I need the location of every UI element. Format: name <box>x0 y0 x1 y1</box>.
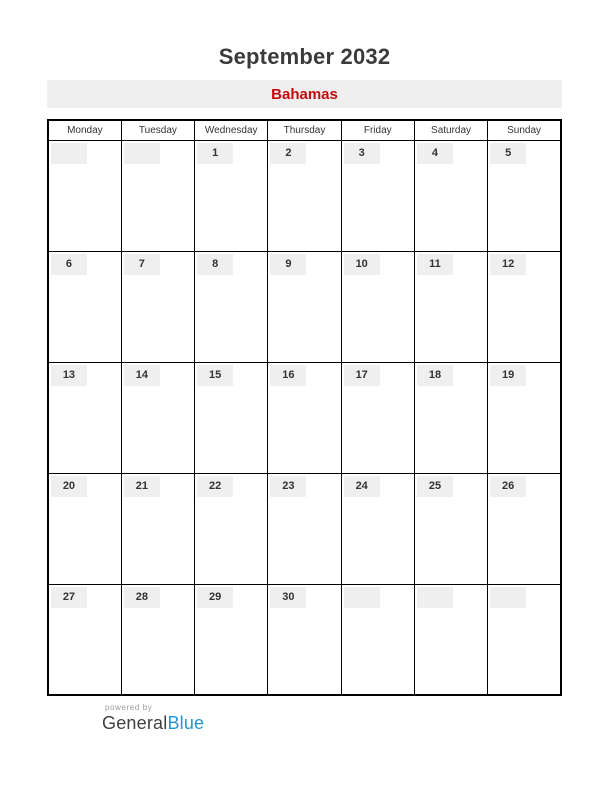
brand-logo <box>102 713 562 734</box>
weekday-header-sunday: Sunday <box>488 120 561 140</box>
weekday-header-tuesday: Tuesday <box>121 120 194 140</box>
calendar-table <box>47 119 562 696</box>
weekday-header-thursday: Thursday <box>268 120 341 140</box>
country-band <box>47 80 562 108</box>
brand-logo-blue: Blue <box>167 713 205 733</box>
country-label: Bahamas <box>271 85 338 103</box>
day-number-13: 13 <box>51 365 87 386</box>
brand-logo-general: General <box>102 713 168 733</box>
day-cell-empty <box>48 140 121 251</box>
weekday-header-wednesday: Wednesday <box>195 120 268 140</box>
day-number-8: 8 <box>197 254 233 275</box>
day-number-5: 5 <box>490 143 526 164</box>
day-cell-7 <box>121 251 194 362</box>
day-number-11: 11 <box>417 254 453 275</box>
day-number-empty <box>344 587 380 608</box>
day-number-17: 17 <box>344 365 380 386</box>
day-number-1: 1 <box>197 143 233 164</box>
day-number-27: 27 <box>51 587 87 608</box>
day-number-19: 19 <box>490 365 526 386</box>
day-cell-13 <box>48 362 121 473</box>
day-cell-10 <box>341 251 414 362</box>
day-number-12: 12 <box>490 254 526 275</box>
weekday-header-friday: Friday <box>341 120 414 140</box>
week-row-5 <box>48 584 561 695</box>
page-title: September 2032 <box>218 44 391 69</box>
day-number-21: 21 <box>124 476 160 497</box>
day-cell-19 <box>488 362 561 473</box>
day-cell-17 <box>341 362 414 473</box>
day-cell-8 <box>195 251 268 362</box>
day-number-15: 15 <box>197 365 233 386</box>
day-cell-18 <box>414 362 487 473</box>
week-row-3 <box>48 362 561 473</box>
day-cell-27 <box>48 584 121 695</box>
day-cell-empty <box>121 140 194 251</box>
day-cell-20 <box>48 473 121 584</box>
day-number-23: 23 <box>270 476 306 497</box>
day-number-30: 30 <box>270 587 306 608</box>
day-cell-1 <box>195 140 268 251</box>
day-cell-empty <box>414 584 487 695</box>
day-number-28: 28 <box>124 587 160 608</box>
day-cell-6 <box>48 251 121 362</box>
day-number-26: 26 <box>490 476 526 497</box>
weekday-header-row <box>48 120 561 140</box>
weekday-header-saturday: Saturday <box>414 120 487 140</box>
day-number-14: 14 <box>124 365 160 386</box>
day-number-7: 7 <box>124 254 160 275</box>
day-number-empty <box>417 587 453 608</box>
day-number-29: 29 <box>197 587 233 608</box>
day-cell-28 <box>121 584 194 695</box>
day-cell-empty <box>341 584 414 695</box>
day-cell-empty <box>488 584 561 695</box>
day-number-2: 2 <box>270 143 306 164</box>
day-cell-22 <box>195 473 268 584</box>
day-cell-2 <box>268 140 341 251</box>
week-row-1 <box>48 140 561 251</box>
day-cell-25 <box>414 473 487 584</box>
week-row-4 <box>48 473 561 584</box>
day-cell-30 <box>268 584 341 695</box>
day-number-18: 18 <box>417 365 453 386</box>
day-cell-4 <box>414 140 487 251</box>
day-number-empty <box>490 587 526 608</box>
day-number-3: 3 <box>344 143 380 164</box>
day-number-9: 9 <box>270 254 306 275</box>
day-cell-23 <box>268 473 341 584</box>
day-cell-24 <box>341 473 414 584</box>
day-number-16: 16 <box>270 365 306 386</box>
day-cell-21 <box>121 473 194 584</box>
day-number-4: 4 <box>417 143 453 164</box>
day-cell-5 <box>488 140 561 251</box>
day-cell-3 <box>341 140 414 251</box>
week-row-2 <box>48 251 561 362</box>
day-number-10: 10 <box>344 254 380 275</box>
day-number-22: 22 <box>197 476 233 497</box>
calendar-body <box>48 140 561 695</box>
day-number-empty <box>51 143 87 164</box>
day-cell-26 <box>488 473 561 584</box>
day-number-6: 6 <box>51 254 87 275</box>
day-cell-9 <box>268 251 341 362</box>
day-number-20: 20 <box>51 476 87 497</box>
day-number-24: 24 <box>344 476 380 497</box>
day-cell-14 <box>121 362 194 473</box>
footer <box>102 703 562 734</box>
day-cell-11 <box>414 251 487 362</box>
day-cell-29 <box>195 584 268 695</box>
day-number-empty <box>124 143 160 164</box>
day-cell-12 <box>488 251 561 362</box>
day-number-25: 25 <box>417 476 453 497</box>
weekday-header-monday: Monday <box>48 120 121 140</box>
powered-by-label: powered by <box>105 703 153 712</box>
day-cell-15 <box>195 362 268 473</box>
day-cell-16 <box>268 362 341 473</box>
